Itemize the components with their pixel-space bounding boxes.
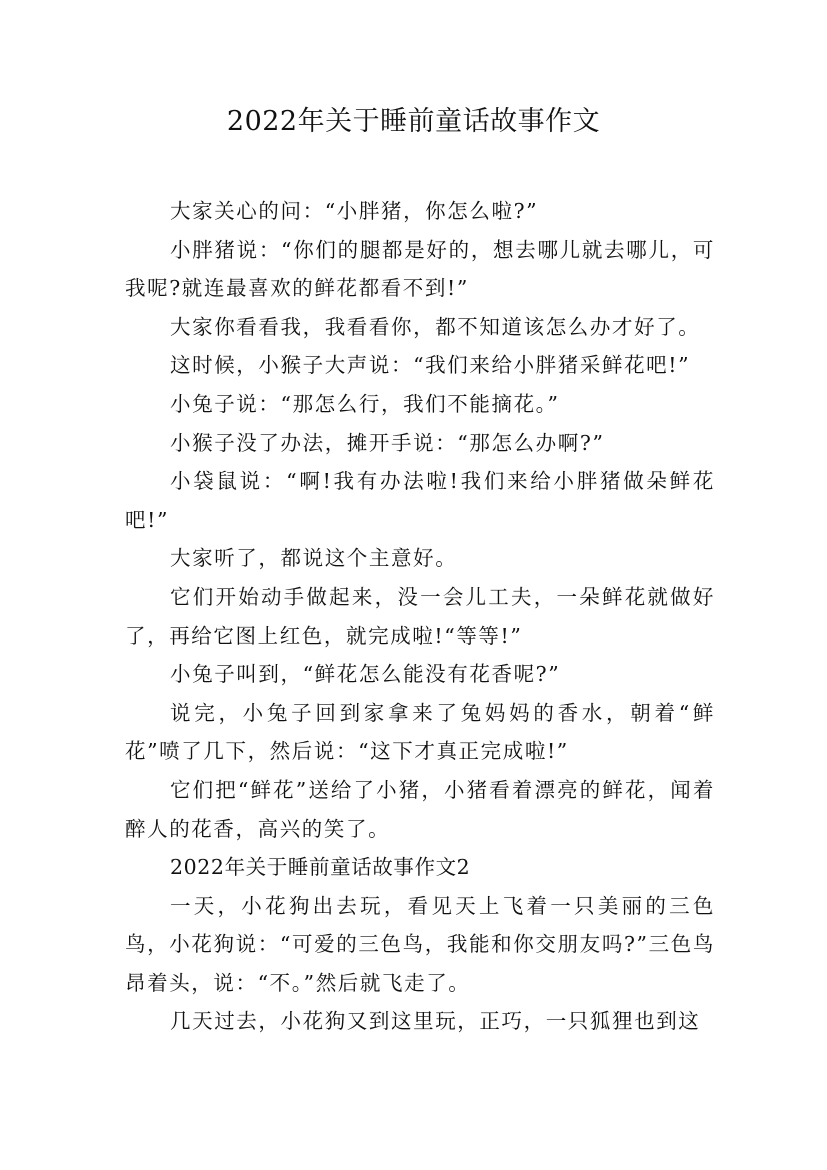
paragraph: 小兔子叫到，“鲜花怎么能没有花香呢?” bbox=[170, 662, 561, 687]
paragraph: 小兔子说：“那怎么行，我们不能摘花。” bbox=[170, 391, 560, 416]
paragraph: 它们开始动手做起来，没一会儿工夫，一朵鲜花就做好了，再给它图上红色，就完成啦!“等等!” bbox=[125, 584, 715, 648]
paragraph: 大家关心的问：“小胖猪，你怎么啦?” bbox=[170, 199, 539, 223]
paragraph: 大家听了，都说这个主意好。 bbox=[170, 546, 458, 571]
paragraph: 说完，小兔子回到家拿来了兔妈妈的香水，朝着“鲜花”喷了几下，然后说：“这下才真正完成啦!” bbox=[125, 700, 715, 764]
section-subheading: 2022年关于睡前童话故事作文2 bbox=[170, 855, 471, 880]
paragraph: 这时候，小猴子大声说：“我们来给小胖猪采鲜花吧!” bbox=[170, 353, 691, 378]
paragraph: 小猴子没了办法，摊开手说：“那怎么办啊?” bbox=[170, 430, 605, 455]
paragraph: 它们把“鲜花”送给了小猪，小猪看着漂亮的鲜花，闻着醉人的花香，高兴的笑了。 bbox=[125, 777, 715, 841]
paragraph: 一天，小花狗出去玩，看见天上飞着一只美丽的三色鸟，小花狗说：“可爱的三色鸟，我能和你交朋友吗?”三色鸟昂着头，说：“不。”然后就飞走了。 bbox=[125, 893, 715, 995]
paragraph: 大家你看看我，我看看你，都不知道该怎么办才好了。 bbox=[170, 314, 701, 339]
paragraph: 小胖猪说：“你们的腿都是好的，想去哪儿就去哪儿，可我呢?就连最喜欢的鲜花都看不到!” bbox=[125, 237, 715, 301]
paragraph: 小袋鼠说：“啊!我有办法啦!我们来给小胖猪做朵鲜花吧!” bbox=[125, 469, 715, 532]
document-body bbox=[125, 192, 715, 1041]
document-title: 2022年关于睡前童话故事作文 bbox=[226, 106, 601, 137]
paragraph: 几天过去，小花狗又到这里玩，正巧，一只狐狸也到这 bbox=[170, 1009, 701, 1034]
